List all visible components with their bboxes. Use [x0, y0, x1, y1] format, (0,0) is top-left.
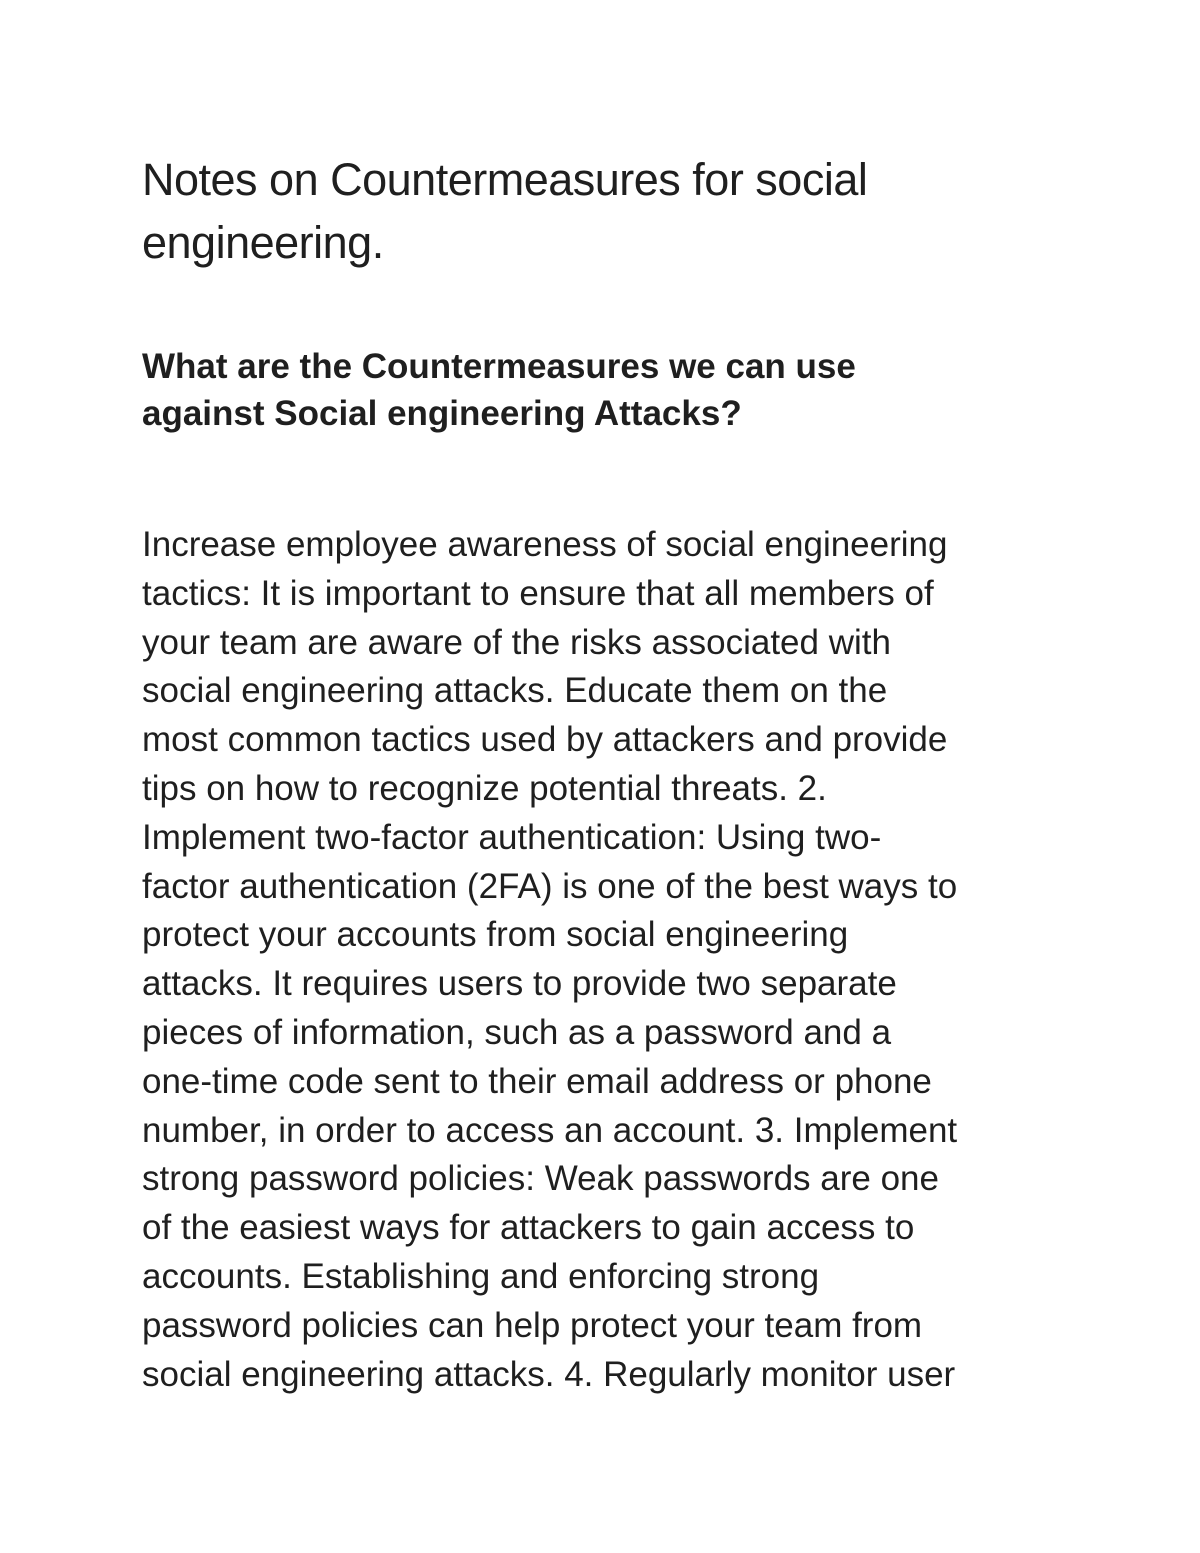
- section-heading: [142, 343, 1062, 437]
- body-line: attacks. It requires users to provide two separate: [142, 964, 897, 1004]
- body-line: one-time code sent to their email address or phone: [142, 1061, 932, 1101]
- body-line: Increase employee awareness of social engineering: [142, 525, 948, 564]
- body-line: your team are aware of the risks associated with: [142, 622, 891, 662]
- body-line: tips on how to recognize potential threats. 2.: [142, 768, 827, 808]
- page-title: [142, 148, 1062, 274]
- body-line: tactics: It is important to ensure that all members of: [142, 573, 934, 613]
- title-line: Notes on Countermeasures for social: [142, 154, 868, 205]
- body-line: accounts. Establishing and enforcing strong: [142, 1256, 820, 1296]
- body-line: most common tactics used by attackers and provide: [142, 720, 948, 760]
- body-paragraph: [142, 521, 1082, 1399]
- body-line: of the easiest ways for attackers to gain access to: [142, 1208, 915, 1248]
- body-line: social engineering attacks. Educate them on the: [142, 671, 888, 711]
- body-line: password policies can help protect your team from: [142, 1305, 923, 1345]
- body-line: strong password policies: Weak passwords are one: [142, 1159, 939, 1199]
- heading-line: What are the Countermeasures we can use: [142, 347, 856, 386]
- body-line: number, in order to access an account. 3. Implement: [142, 1110, 958, 1150]
- body-line: pieces of information, such as a password and a: [142, 1012, 892, 1052]
- body-line: social engineering attacks. 4. Regularly monitor user: [142, 1354, 956, 1394]
- body-line: protect your accounts from social engineering: [142, 915, 849, 955]
- heading-line: against Social engineering Attacks?: [142, 394, 742, 433]
- body-line: factor authentication (2FA) is one of the best ways to: [142, 866, 958, 906]
- title-line: engineering.: [142, 217, 384, 268]
- body-line: Implement two-factor authentication: Using two-: [142, 817, 882, 857]
